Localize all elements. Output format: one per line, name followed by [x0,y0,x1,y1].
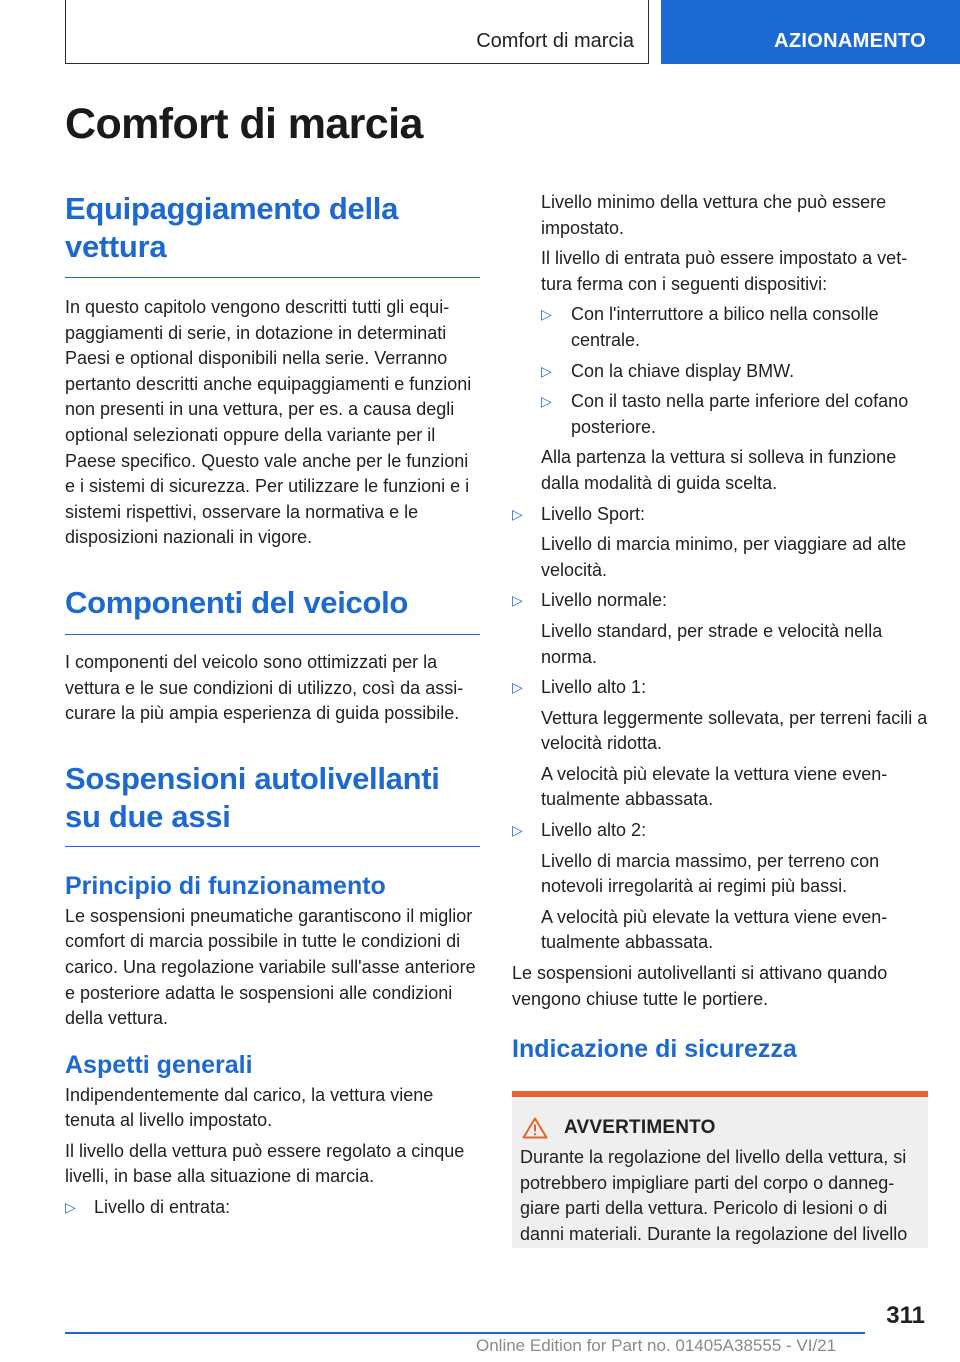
device-text: Con la chiave display BMW. [571,360,795,381]
heading-safety: Indicazione di sicurezza [512,1035,797,1064]
sport-level-description: Livello di marcia minimo, per viaggiare ad alte velocità. [541,534,907,580]
left-column [65,190,480,1221]
normal-level-description: Livello standard, per strade e velocità nella norma. [541,620,883,667]
heading-components: Componenti del veicolo [65,584,480,635]
device-text: Con l'interruttore a bilico nella consolle centrale. [571,304,879,350]
high1-level-description: Vettura leggermente sollevata, per terreni facili a velocità ridotta. [541,707,928,754]
bullet-triangle-icon: ▷ [65,1199,76,1216]
high2-level-description: Livello di marcia massimo, per terreno con notevoli irregolarità ai regimi più bassi. [541,850,880,897]
header-chapter-tab [661,0,960,64]
warning-title: AVVERTIMENTO [564,1117,716,1139]
high2-level-note: A velocità più elevate la vettura viene eventualmente abbassata. [541,906,888,953]
device-text: Con il tasto nella parte inferiore del cofano posteriore. [571,391,909,437]
paragraph-activation: Le sospensioni autolivellanti si attivano quando vengono chiuse tutte le portiere. [512,963,888,1009]
high1-level-note: A velocità più elevate la vettura viene eventualmente abbassata. [541,763,888,810]
heading-equipment: Equipaggiamento della vettura [65,190,480,278]
list-item-high2-level [512,818,928,956]
sport-level-label: Livello Sport: [541,503,646,524]
warning-header [522,1117,920,1139]
bullet-triangle-icon: ▷ [541,393,552,410]
right-column [512,190,928,1248]
paragraph-components: I componenti del veicolo sono ottimizzati per la vettura e le sue condizioni di utilizzo, così da assicurare la più ampia esperienza di guida possibile. [65,651,464,724]
high1-level-label: Livello alto 1: [541,677,647,698]
entry-level-setting: Il livello di entrata può essere impostato a vettura ferma con i seguenti dispositivi: [541,248,908,294]
heading-suspension: Sospensioni autolivellanti su due assi [65,760,480,847]
entry-level-label: Livello di entrata: [94,1197,231,1218]
list-item-device [541,302,928,353]
bullet-triangle-icon: ▷ [512,505,523,522]
entry-level-description: Livello minimo della vettura che può essere impostato. [541,192,887,238]
entry-level-details [512,190,928,497]
footer-edition: Online Edition for Part no. 01405A38555 - VI/21 [476,1336,837,1355]
bullet-triangle-icon: ▷ [512,592,523,609]
paragraph-general-1: Indipendentemente dal carico, la vettura viene tenuta al livello impostato. [65,1084,434,1131]
header-section-box [65,0,649,64]
heading-general: Aspetti generali [65,1050,253,1079]
heading-principle: Principio di funzionamento [65,871,386,900]
bullet-triangle-icon: ▷ [541,306,552,323]
list-item-sport-level [512,502,928,584]
high2-level-label: Livello alto 2: [541,820,647,841]
level-list [65,1195,480,1221]
entry-level-departure: Alla partenza la vettura si solleva in funzione dalla modalità di guida scelta. [541,447,897,493]
warning-triangle-icon [522,1117,548,1139]
list-item-entry-level [65,1195,480,1221]
bullet-triangle-icon: ▷ [512,822,523,839]
bullet-triangle-icon: ▷ [512,679,523,696]
paragraph-principle: Le sospensioni pneumatiche garantiscono il miglior comfort di marcia possibile in tutte le condizioni di carico. Una regolazione variabile sull'asse anteriore e posteriore adatta le sospensioni alle condizioni della vettura. [65,905,476,1029]
normal-level-label: Livello normale: [541,590,668,611]
footer-divider [65,1332,865,1334]
warning-text: Durante la regolazione del livello della vettura, si potrebbero impigliare parti del corpo o danneggiare parti della vettura. Pericolo di lesioni o di danni materiali. Durante la regolazione del livello [520,1147,908,1244]
list-item-normal-level [512,588,928,670]
level-list-continued [512,502,928,957]
header-section-title: Comfort di marcia [476,30,634,52]
device-list [541,302,928,440]
header-chapter-label: AZIONAMENTO [774,30,926,52]
bullet-triangle-icon: ▷ [541,362,552,379]
page-number: 311 [886,1302,925,1329]
warning-box [512,1091,928,1248]
list-item-high1-level [512,675,928,813]
paragraph-equipment: In questo capitolo vengono descritti tutti gli equipaggiamenti di serie, in dotazione in determinati Paesi e optional disponibili nella serie. Verranno pertanto descritti anche equipaggiamenti e funzioni non presenti in una vettura, per es. a causa degli optional selezionati oppure della variante per il Paese specifico. Questo vale anche per le funzioni e i sistemi di sicurezza. Per utilizzare le funzioni e i sistemi rispettivi, osservare la normativa e le disposizioni nazionali in vigore. [65,297,472,548]
list-item-device [541,359,928,385]
page-title: Comfort di marcia [65,100,423,148]
list-item-device [541,389,928,440]
paragraph-general-2: Il livello della vettura può essere regolato a cinque livelli, in base alla situazione di marcia. [65,1140,465,1187]
